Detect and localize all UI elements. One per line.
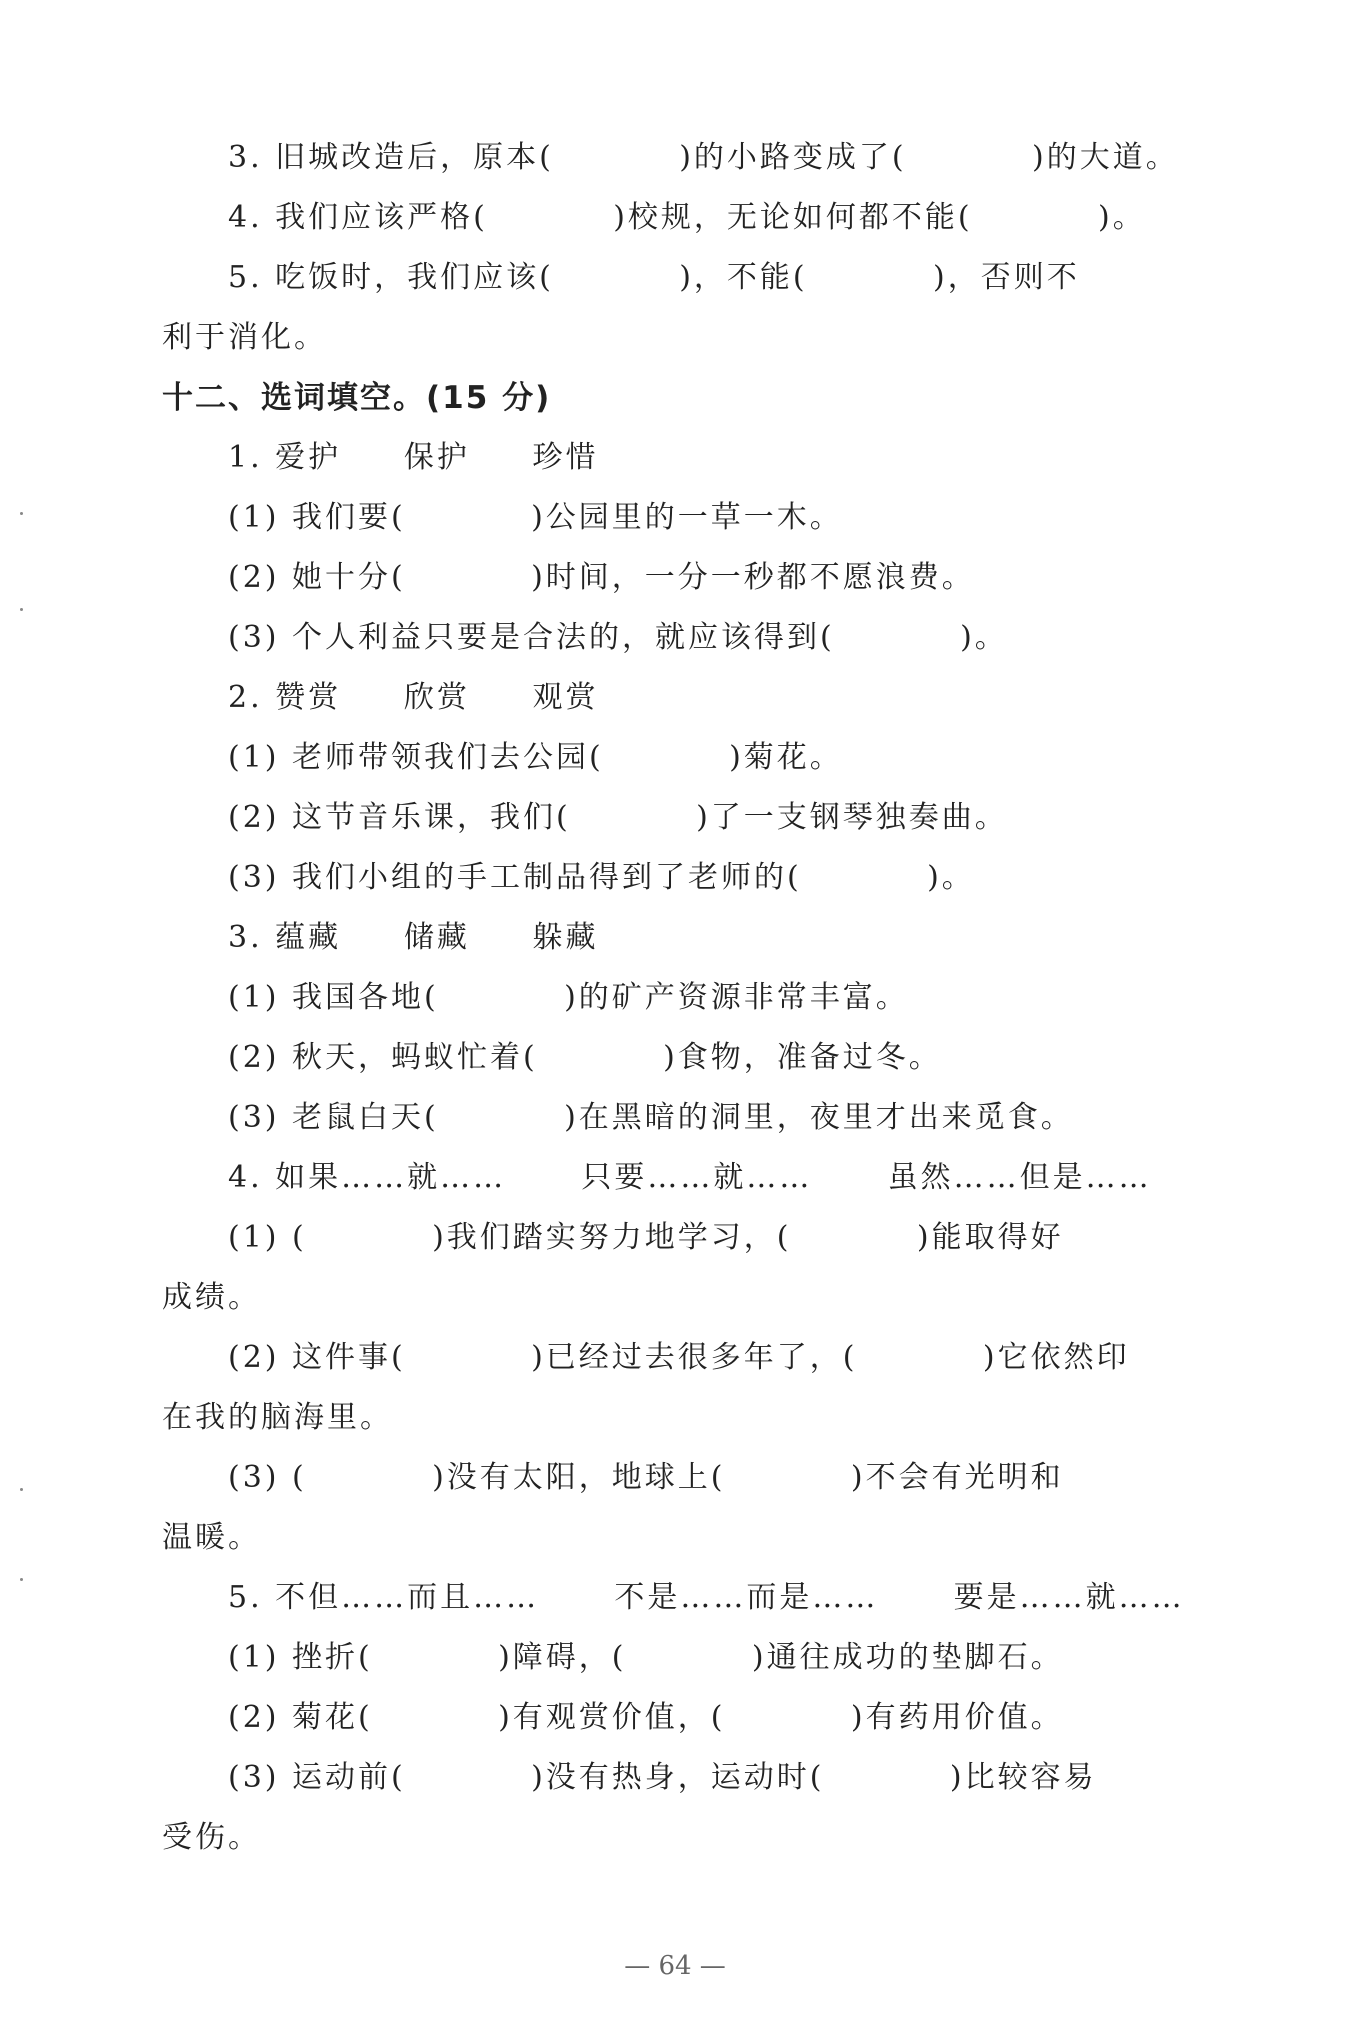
margin-dot (20, 608, 23, 611)
margin-dot (20, 1488, 23, 1491)
group-2-item-2: (2) 这节音乐课，我们( )了一支钢琴独奏曲。 (228, 800, 1008, 835)
group-4-item-3: (3) ( )没有太阳，地球上( )不会有光明和 (228, 1460, 1064, 1495)
group-4-item-3-cont: 温暖。 (162, 1520, 261, 1555)
group-3-words: 3. 蕴藏 储藏 躲藏 (228, 920, 599, 955)
group-5-item-3: (3) 运动前( )没有热身，运动时( )比较容易 (228, 1760, 1097, 1795)
group-4-item-2-cont: 在我的脑海里。 (162, 1400, 393, 1435)
group-3-item-3: (3) 老鼠白天( )在黑暗的洞里，夜里才出来觅食。 (228, 1100, 1074, 1135)
group-5-item-1: (1) 挫折( )障碍，( )通往成功的垫脚石。 (228, 1640, 1064, 1675)
sentence-5-cont: 利于消化。 (162, 320, 327, 355)
group-4-item-2: (2) 这件事( )已经过去很多年了，( )它依然印 (228, 1340, 1130, 1375)
group-5-item-3-cont: 受伤。 (162, 1820, 261, 1855)
group-3-item-2: (2) 秋天，蚂蚁忙着( )食物，准备过冬。 (228, 1040, 942, 1075)
sentence-3: 3. 旧城改造后，原本( )的小路变成了( )的大道。 (228, 140, 1179, 175)
group-1-item-2: (2) 她十分( )时间，一分一秒都不愿浪费。 (228, 560, 975, 595)
group-2-words: 2. 赞赏 欣赏 观赏 (228, 680, 599, 715)
group-5-words: 5. 不但……而且…… 不是……而是…… 要是……就…… (228, 1580, 1185, 1615)
group-3-item-1: (1) 我国各地( )的矿产资源非常丰富。 (228, 980, 909, 1015)
sentence-4: 4. 我们应该严格( )校规，无论如何都不能( )。 (228, 200, 1146, 235)
group-4-words: 4. 如果……就…… 只要……就…… 虽然……但是…… (228, 1160, 1152, 1195)
page-number: — 64 — (624, 1951, 726, 1981)
section-12-heading: 十二、选词填空。(15 分) (162, 380, 552, 416)
group-1-item-3: (3) 个人利益只要是合法的，就应该得到( )。 (228, 620, 1008, 655)
group-1-words: 1. 爱护 保护 珍惜 (228, 440, 599, 475)
margin-dot (20, 512, 23, 515)
group-2-item-1: (1) 老师带领我们去公园( )菊花。 (228, 740, 843, 775)
group-4-item-1: (1) ( )我们踏实努力地学习，( )能取得好 (228, 1220, 1064, 1255)
sentence-5: 5. 吃饭时，我们应该( )，不能( )，否则不 (228, 260, 1080, 295)
group-1-item-1: (1) 我们要( )公园里的一草一木。 (228, 500, 843, 535)
margin-dot (20, 1578, 23, 1581)
group-5-item-2: (2) 菊花( )有观赏价值，( )有药用价值。 (228, 1700, 1064, 1735)
group-4-item-1-cont: 成绩。 (162, 1280, 261, 1315)
group-2-item-3: (3) 我们小组的手工制品得到了老师的( )。 (228, 860, 975, 895)
